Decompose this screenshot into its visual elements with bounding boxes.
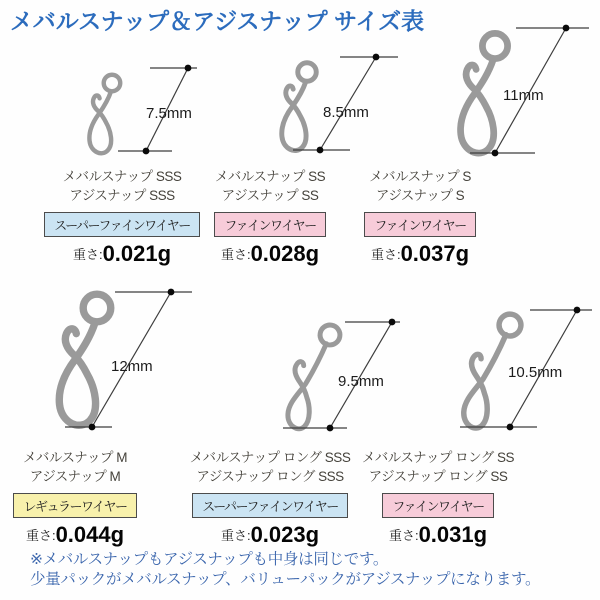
product-name-aji: アジスナップ SS	[221, 188, 319, 203]
product-name-aji: アジスナップ SSS	[69, 188, 175, 203]
snap-icon-m	[59, 289, 192, 431]
weight-label: 重さ:	[72, 247, 103, 262]
weight-label: 重さ:	[220, 528, 251, 543]
weight-value: 0.031g	[418, 522, 488, 547]
weight-value: 0.044g	[55, 522, 125, 547]
snap-icon-long-sss	[283, 319, 400, 433]
footnote-line1: ※メバルスナップもアジスナップも中身は同じです。	[30, 551, 389, 568]
product-name-aji: アジスナップ ロング SS	[368, 469, 508, 484]
weight-label: 重さ:	[25, 528, 56, 543]
weight-label: 重さ:	[220, 247, 251, 262]
size-label: 10.5mm	[508, 364, 563, 381]
footnote-line2: 少量パックがメバルスナップ、バリューパックがアジスナップになります。	[30, 571, 541, 588]
wire-type-badge: スーパーファインワイヤー	[192, 493, 347, 518]
weight-label: 重さ:	[388, 528, 419, 543]
product-names	[343, 448, 533, 486]
snap-icon-s	[461, 25, 589, 157]
product-name-aji: アジスナップ S	[375, 188, 465, 203]
weight-value: 0.037g	[400, 241, 470, 266]
snap-icon-ss	[282, 54, 398, 154]
wire-type-badge: レギュラーワイヤー	[13, 493, 136, 518]
product-name-mebaru: メバルスナップ SS	[214, 169, 326, 184]
wire-type-badge: ファインワイヤー	[214, 212, 325, 237]
product-names	[0, 448, 170, 486]
size-label: 12mm	[111, 358, 153, 375]
size-label: 9.5mm	[338, 373, 384, 390]
product-card-m	[0, 448, 170, 548]
weight-label: 重さ:	[370, 247, 401, 262]
weight-value: 0.021g	[102, 241, 172, 266]
size-label: 8.5mm	[323, 104, 369, 121]
page-title: メバルスナップ＆アジスナップ サイズ表	[10, 8, 425, 34]
size-label: 7.5mm	[146, 105, 192, 122]
weight	[343, 522, 533, 548]
product-names	[325, 167, 515, 205]
product-name-mebaru: メバルスナップ SSS	[62, 169, 182, 184]
weight-value: 0.028g	[250, 241, 320, 266]
size-label: 11mm	[503, 87, 544, 104]
weight	[175, 522, 365, 548]
product-card-long-ss	[343, 448, 533, 548]
product-name-mebaru: メバルスナップ M	[23, 450, 127, 465]
product-card-long-sss	[175, 448, 365, 548]
wire-type-badge: スーパーファインワイヤー	[44, 212, 199, 237]
weight	[0, 522, 170, 548]
weight	[325, 241, 515, 267]
weight-value: 0.023g	[250, 522, 320, 547]
snap-icon-long-ss	[460, 307, 592, 433]
footnote	[30, 550, 540, 590]
product-name-mebaru: メバルスナップ ロング SSS	[189, 450, 351, 465]
wire-type-badge: ファインワイヤー	[382, 493, 493, 518]
product-name-mebaru: メバルスナップ ロング SS	[361, 450, 515, 465]
product-name-mebaru: メバルスナップ S	[369, 169, 471, 184]
product-names	[175, 448, 365, 486]
product-name-aji: アジスナップ ロング SSS	[196, 469, 344, 484]
product-name-aji: アジスナップ M	[29, 469, 121, 484]
product-card-s	[325, 167, 515, 267]
snap-icon-sss	[89, 65, 197, 155]
wire-type-badge: ファインワイヤー	[364, 212, 475, 237]
